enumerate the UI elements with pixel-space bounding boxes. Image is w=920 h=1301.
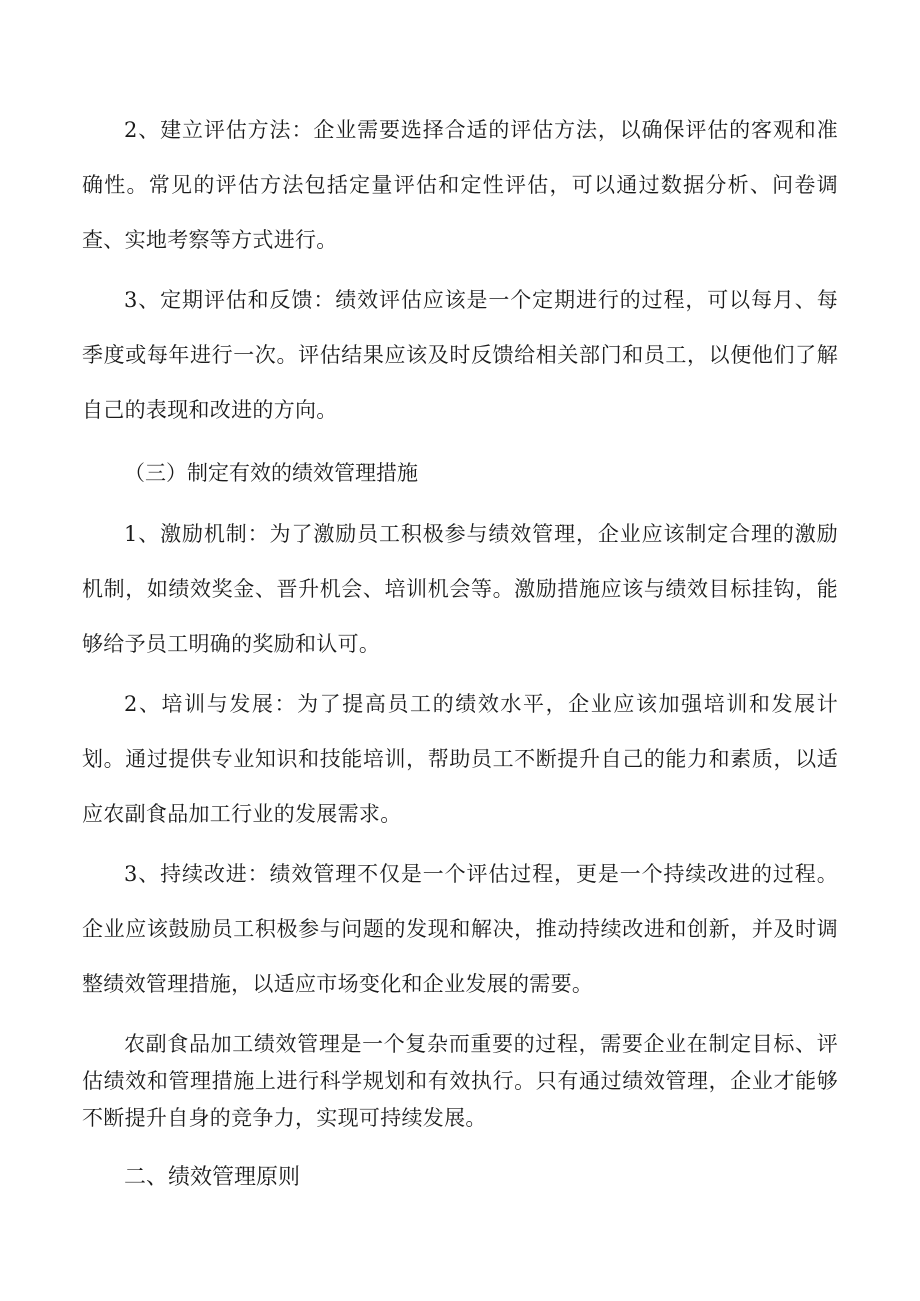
paragraph-incentive-mechanism: 1、激励机制：为了激励员工积极参与绩效管理，企业应该制定合理的激励机制，如绩效奖金、晋升机会、培训机会等。激励措施应该与绩效目标挂钩，能够给予员工明确的奖励和认可。 xyxy=(82,522,838,656)
paragraph-evaluation-method: 2、建立评估方法：企业需要选择合适的评估方法，以确保评估的客观和准确性。常见的评估方法包括定量评估和定性评估，可以通过数据分析、问卷调查、实地考察等方式进行。 xyxy=(82,118,838,252)
paragraph-continuous-improvement: 3、持续改进：绩效管理不仅是一个评估过程，更是一个持续改进的过程。企业应该鼓励员工积极参与问题的发现和解决，推动持续改进和创新，并及时调整绩效管理措施，以适应市场变化和企业发展的需要。 xyxy=(82,862,838,996)
paragraph-periodic-evaluation: 3、定期评估和反馈：绩效评估应该是一个定期进行的过程，可以每月、每季度或每年进行一次。评估结果应该及时反馈给相关部门和员工，以便他们了解自己的表现和改进的方向。 xyxy=(82,288,838,422)
section-heading-measures: （三）制定有效的绩效管理措施 xyxy=(124,461,418,485)
paragraph-training-development: 2、培训与发展：为了提高员工的绩效水平，企业应该加强培训和发展计划。通过提供专业知识和技能培训，帮助员工不断提升自己的能力和素质，以适应农副食品加工行业的发展需求。 xyxy=(82,692,838,826)
section-heading-principles: 二、绩效管理原则 xyxy=(124,1165,301,1190)
paragraph-summary: 农副食品加工绩效管理是一个复杂而重要的过程，需要企业在制定目标、评估绩效和管理措施上进行科学规划和有效执行。只有通过绩效管理，企业才能够不断提升自身的竞争力，实现可持续发展。 xyxy=(82,1032,838,1130)
